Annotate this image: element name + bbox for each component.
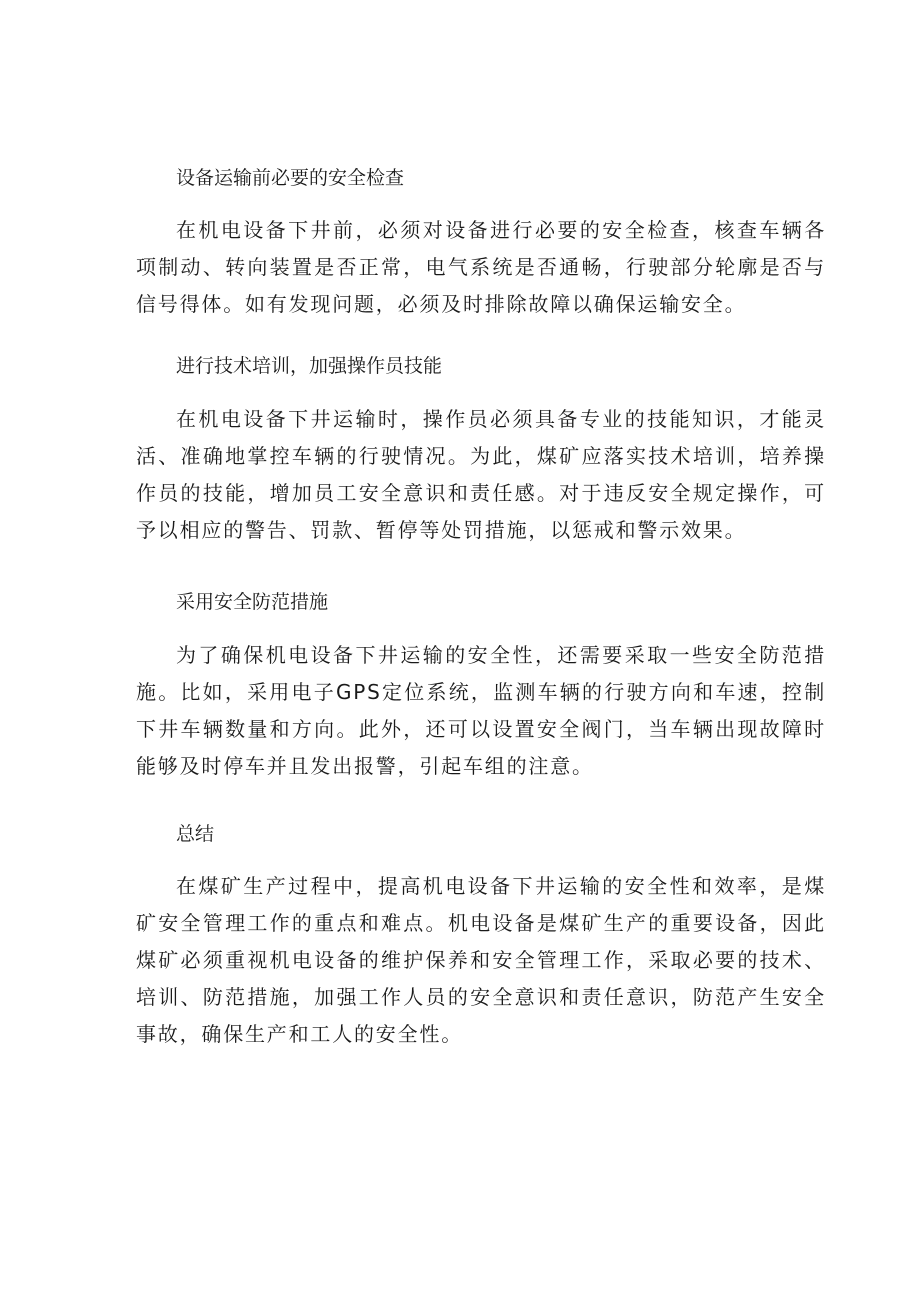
section-heading-summary: 总结 <box>176 823 215 845</box>
section-paragraph-safety-measures: 为了确保机电设备下井运输的安全性，还需要采取一些安全防范措施。比如，采用电子GPS定位系统，监测车辆的行驶方向和车速，控制下井车辆数量和方向。此外，还可以设置安全阀门，当车辆出现故障时能够及时停车并且发出报警，引起车组的注意。 <box>136 643 826 778</box>
section-paragraph-technical-training: 在机电设备下井运输时，操作员必须具备专业的技能知识，才能灵活、准确地掌控车辆的行驶情况。为此，煤矿应落实技术培训，培养操作员的技能，增加员工安全意识和责任感。对于违反安全规定操作，可予以相应的警告、罚款、暂停等处罚措施，以惩戒和警示效果。 <box>136 407 826 542</box>
section-paragraph-summary: 在煤矿生产过程中，提高机电设备下井运输的安全性和效率，是煤矿安全管理工作的重点和难点。机电设备是煤矿生产的重要设备，因此煤矿必须重视机电设备的维护保养和安全管理工作，采取必要的技术、培训、防范措施，加强工作人员的安全意识和责任意识，防范产生安全事故，确保生产和工人的安全性。 <box>136 874 826 1046</box>
section-heading-safety-check: 设备运输前必要的安全检查 <box>176 167 405 189</box>
section-heading-safety-measures: 采用安全防范措施 <box>176 591 329 613</box>
section-paragraph-safety-check: 在机电设备下井前，必须对设备进行必要的安全检查，核查车辆各项制动、转向装置是否正常，电气系统是否通畅，行驶部分轮廓是否与信号得体。如有发现问题，必须及时排除故障以确保运输安全。 <box>136 218 826 316</box>
section-heading-technical-training: 进行技术培训，加强操作员技能 <box>176 355 443 377</box>
